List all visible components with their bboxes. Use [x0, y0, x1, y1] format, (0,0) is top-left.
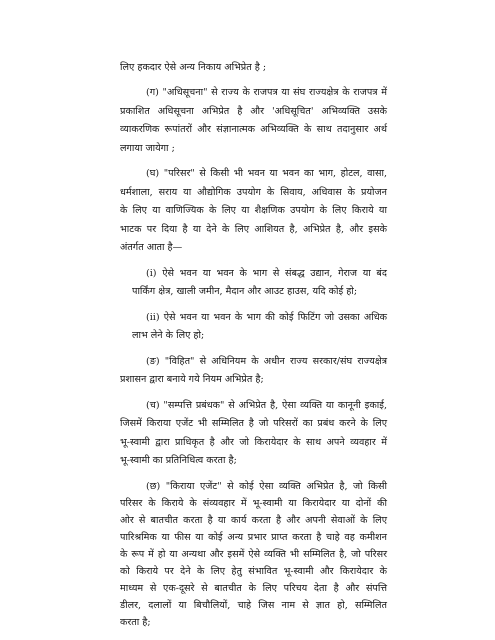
text-line: पारिश्रमिक या फीस या कोई अन्य प्रभार प्राप्त करता है चाहे वह कमीशन: [120, 532, 387, 543]
text-line: लाभ लेने के लिए हो;: [132, 330, 205, 341]
text-line: धर्मशाला, सराय या औद्योगिक उपयोग के सिवाय, अधिवास के प्रयोजन: [120, 187, 387, 198]
text-line: भू-स्वामी द्वारा प्राधिकृत है और जो किरायेदार के साथ अपने व्यवहार में: [120, 437, 387, 448]
clause-gha-line: (घ) "परिसर" से किसी भी भवन या भवन का भाग, होटल, वासा,: [146, 168, 387, 179]
sub-clause-ii-line: (ii) ऐसे भवन या भवन के भाग की कोई फिटिंग जो उसका अधिक: [146, 312, 387, 323]
text-line: प्रशासन द्वारा बनाये गये नियम अभिप्रेत है;: [120, 374, 264, 385]
text-line: को किराये पर देने के लिए हेतु संभावित भू-स्वामी और किरायेदार के: [120, 566, 387, 577]
text-line: माध्यम से एक-दूसरे से बातचीत के लिए परिचय देता है और संपत्ति: [120, 583, 387, 594]
text-line: अंतर्गत आता है—: [120, 242, 183, 253]
text-line: जिसमें किराया एजेंट भी सम्मिलित है जो परिसरों का प्रबंध करने के लिए: [120, 418, 387, 429]
text-line: डीलर, दलालों या बिचौलियों, चाहे जिस नाम से ज्ञात हो, सम्मिलित: [120, 600, 387, 611]
text-line: के लिए या वाणिज्यिक के लिए या शैक्षणिक उपयोग के लिए किराये या: [120, 205, 387, 216]
text-line: भू-स्वामी का प्रतिनिधित्व करता है;: [120, 455, 237, 466]
clause-cha-line: (च) "सम्पत्ति प्रबंधक" से अभिप्रेत है, ऐसा व्यक्ति या कानूनी इकाई,: [146, 400, 387, 411]
text-line: के रूप में हो या अन्यथा और इसमें ऐसे व्यक्ति भी सम्मिलित है, जो परिसर: [120, 549, 387, 560]
text-line: करता है;: [120, 617, 151, 628]
text-line: लिए हकदार ऐसे अन्य निकाय अभिप्रेत है ;: [120, 62, 267, 73]
text-line: लगाया जायेगा ;: [120, 143, 175, 154]
text-line: व्याकरणिक रूपांतरों और संज्ञानात्मक अभिव्यक्ति के साथ तदानुसार अर्थ: [120, 124, 387, 135]
clause-ga-line: (ग) "अधिसूचना" से राज्य के राजपत्र या संघ राज्यक्षेत्र के राजपत्र में: [146, 87, 387, 98]
sub-clause-i-line: (i) ऐसे भवन या भवन के भाग से संबद्ध उद्यान, गेराज या बंद: [146, 268, 387, 279]
text-line: प्रकाशित अधिसूचना अभिप्रेत है और 'अधिसूचित' अभिव्यक्ति उसके: [120, 106, 387, 117]
text-line: ओर से बातचीत करता है या कार्य करता है और अपनी सेवाओं के लिए: [120, 515, 387, 526]
clause-nga-line: (ङ) "विहित" से अधिनियम के अधीन राज्य सरकार/संघ राज्यक्षेत्र: [146, 356, 387, 367]
text-line: पार्किंग क्षेत्र, खाली जमीन, मैदान और आउट हाउस, यदि कोई हो;: [132, 286, 358, 297]
text-line: भाटक पर दिया है या देने के लिए आशियत है, अभिप्रेत है, और इसके: [120, 224, 387, 235]
clause-chha-line: (छ) "किराया एजेंट" से कोई ऐसा व्यक्ति अभिप्रेत है, जो किसी: [146, 481, 387, 492]
text-line: परिसर के किराये के संव्यवहार में भू-स्वामी या किरायेदार या दोनों की: [120, 498, 387, 509]
